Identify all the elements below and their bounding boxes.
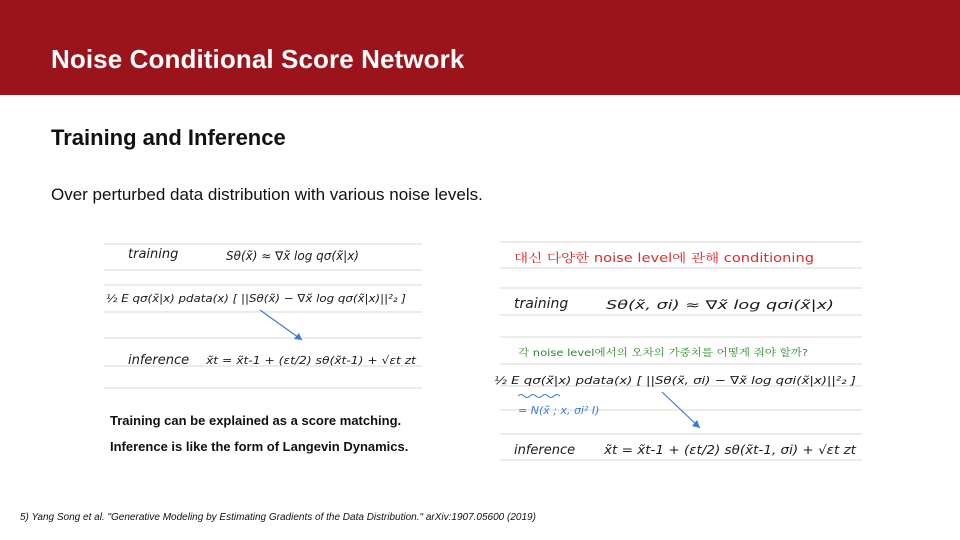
left-inference-equation: x̃t = x̃t-1 + (εt/2) sθ(x̃t-1) + √εt zt — [204, 354, 417, 367]
slide-title: Noise Conditional Score Network — [51, 44, 465, 74]
left-arrow-line — [260, 310, 302, 340]
right-normal-note: = N(x̃ ; x, σi² I) — [518, 404, 600, 417]
right-training-equation: Sθ(x̃, σi) ≈ ∇x̃ log qσi(x̃|x) — [606, 298, 834, 312]
left-training-equation: Sθ(x̃) ≈ ∇x̃ log qσ(x̃|x) — [226, 249, 359, 263]
right-korean-note-2: 각 noise level에서의 오차의 가중치를 어떻게 줘야 할까? — [518, 348, 770, 359]
left-training-label: training — [128, 247, 179, 262]
caption-line-2: Inference is like the form of Langevin Dynamics. — [110, 439, 409, 454]
right-korean-note-1: 대신 다양한 noise level에 관해 conditioning — [514, 251, 761, 265]
title-bar — [0, 0, 960, 95]
left-inference-label: inference — [128, 353, 190, 368]
left-notes-canvas — [104, 240, 422, 392]
section-heading: Training and Inference — [51, 125, 286, 150]
right-inference-label: inference — [514, 443, 576, 458]
right-notes-canvas — [490, 238, 862, 464]
right-wavy-underline — [518, 395, 560, 398]
caption-line-1: Training can be explained as a score matching. — [110, 413, 402, 428]
left-arrow-head — [294, 333, 302, 340]
right-training-label: training — [514, 296, 569, 312]
right-notes-image — [490, 238, 862, 464]
left-objective: ½ E qσ(x̃|x) pdata(x) [ ||Sθ(x̃) − ∇x̃ log qσ(x̃|x)||²₂ ] — [106, 292, 406, 305]
left-notes-image — [104, 240, 422, 392]
right-objective: ½ E qσ(x̃|x) pdata(x) [ ||Sθ(x̃, σi) − ∇x̃ log qσi(x̃|x)||²₂ ] — [494, 374, 856, 387]
slide-subtitle: Over perturbed data distribution with various noise levels. — [51, 185, 483, 204]
right-inference-equation: x̃t = x̃t-1 + (εt/2) sθ(x̃t-1, σi) + √εt zt — [602, 443, 858, 457]
citation-footnote: 5) Yang Song et al. "Generative Modeling by Estimating Gradients of the Data Distribution." arXiv:1907.05600 (2019) — [20, 512, 536, 523]
